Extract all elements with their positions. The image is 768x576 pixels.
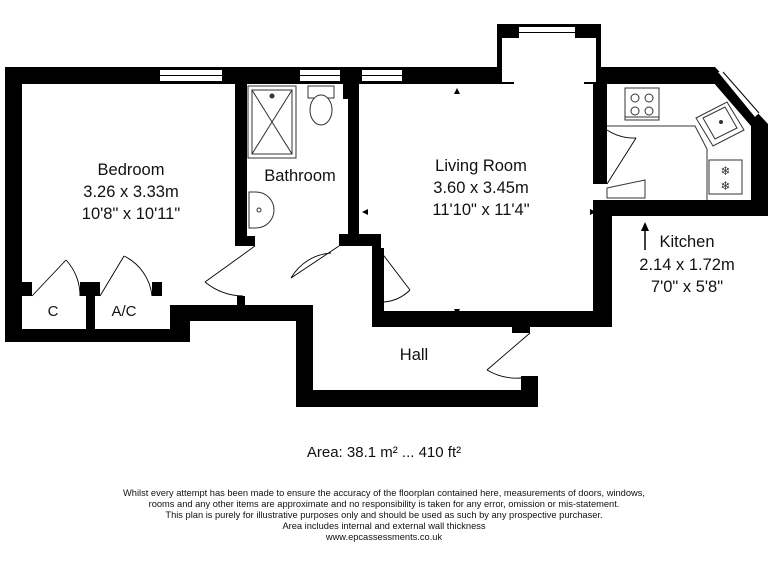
wall-bathroom-bottom-left	[235, 236, 255, 246]
wall-kitchen-top	[593, 67, 715, 84]
hall-label: Hall	[399, 346, 429, 364]
window-bedroom	[160, 70, 222, 81]
door-bathroom-left	[205, 246, 255, 296]
hob-ring	[645, 107, 653, 115]
hob	[625, 88, 659, 120]
wall-hall-door-jamb	[521, 376, 538, 407]
kitchen-unit	[607, 180, 645, 198]
cupboard-label: C	[47, 303, 59, 320]
door-cupboard-ac	[100, 256, 152, 296]
snowflake-icon: ❄	[720, 179, 731, 193]
wall-step	[170, 305, 190, 342]
hob-ring	[645, 94, 653, 102]
wall-kitchen-bottom	[593, 200, 768, 216]
bedroom-imperial: 10'8" x 10'11"	[81, 205, 181, 223]
wall-living-right	[593, 84, 607, 184]
disclaimer	[0, 488, 768, 543]
hob-ring	[631, 94, 639, 102]
living-room-metric: 3.60 x 3.45m	[433, 179, 529, 197]
hob-ring	[631, 107, 639, 115]
window-bathroom	[300, 70, 340, 81]
wall-hall-left	[296, 307, 313, 407]
bedroom-metric: 3.26 x 3.33m	[83, 183, 179, 201]
door-cupboard-c	[32, 260, 80, 296]
window-living-left	[362, 70, 402, 81]
disclaimer-line: This plan is purely for illustrative purposes only and should be used as such by any prospective purchaser.	[165, 510, 603, 520]
toilet-bowl	[310, 95, 332, 125]
bedroom-label: Bedroom	[97, 161, 165, 179]
door-bathroom-right	[291, 246, 339, 278]
door-living	[381, 252, 410, 302]
wall-living-bottom	[372, 311, 612, 327]
kitchen-pointer-arrow	[641, 222, 649, 231]
wall-hall-top-left	[170, 305, 313, 321]
wall-door-jamb	[237, 296, 245, 305]
floor-area: Area: 38.1 m² ... 410 ft²	[306, 444, 462, 461]
wall-cupboard-jamb-left	[22, 282, 32, 296]
shower-head-icon	[270, 94, 274, 98]
bathroom-label: Bathroom	[264, 167, 336, 185]
wall-cupboard-jamb-right	[152, 282, 162, 296]
disclaimer-line: rooms and any other items are approximate and no responsibility is taken for any error, omission or mis-statement.	[148, 499, 620, 509]
living-room-imperial: 11'10" x 11'4"	[432, 201, 530, 219]
wall-bathroom-right-top	[343, 84, 359, 99]
wall-bathroom-right	[348, 99, 359, 244]
wall-bedroom-left	[5, 67, 22, 342]
bathroom-fixtures	[248, 86, 334, 228]
marker-arrow	[454, 88, 460, 94]
wall-hall-bottom	[296, 390, 538, 407]
wall-bathroom-left	[235, 84, 247, 244]
living-room-label: Living Room	[435, 157, 527, 175]
disclaimer-line: Area includes internal and external wall thickness	[282, 521, 486, 531]
door-entry	[487, 333, 530, 378]
kitchen-imperial: 7'0" x 5'8"	[650, 278, 724, 296]
wall-living-left-lower	[372, 248, 384, 327]
website-link[interactable]: www.epcassessments.co.uk	[325, 532, 443, 542]
disclaimer-line: Whilst every attempt has been made to ensure the accuracy of the floorplan contained here, measurements of doors, windows,	[123, 488, 645, 498]
wall-cupboard-divider	[86, 282, 95, 332]
marker-arrow	[362, 209, 368, 215]
kitchen-metric: 2.14 x 1.72m	[639, 256, 735, 274]
kitchen-label: Kitchen	[659, 233, 715, 251]
wall-bottom-left	[5, 329, 190, 342]
wall-living-right-lower	[593, 200, 612, 324]
door-kitchen	[607, 130, 636, 184]
wall-living-left-stub	[372, 234, 381, 252]
snowflake-icon: ❄	[720, 164, 731, 178]
kitchen-fixtures	[607, 88, 744, 200]
wall-living-jamb	[512, 311, 530, 333]
airing-cupboard-label: A/C	[111, 303, 137, 320]
